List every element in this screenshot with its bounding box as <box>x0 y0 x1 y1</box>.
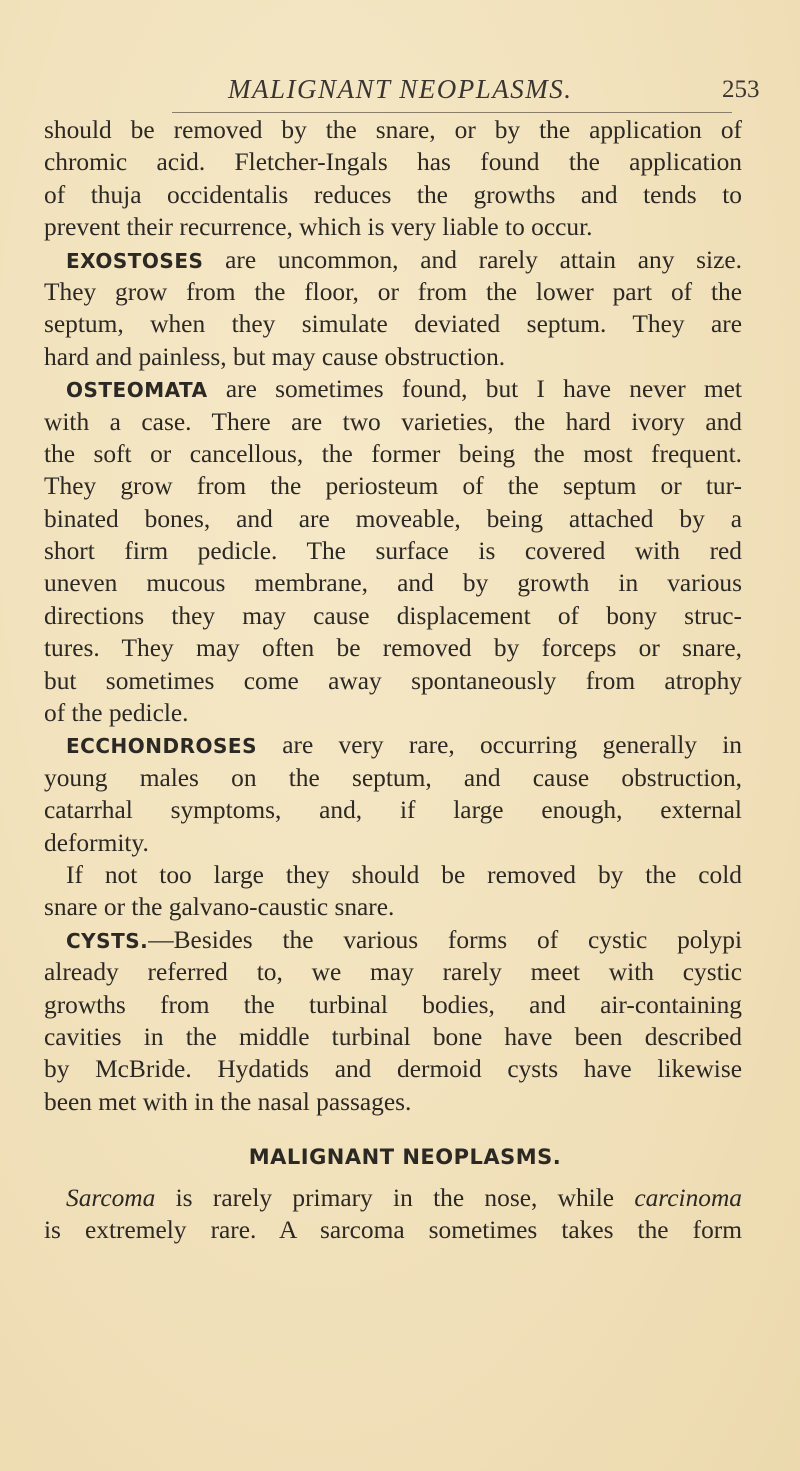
text-line: deformity. <box>44 828 149 857</box>
paragraph-ecchondroses-first-line: ECCHONDROSES are very rare, occurring generally in <box>66 731 742 760</box>
text-line: short firm pedicle. The surface is covered with red <box>44 537 742 566</box>
text-line: the soft or cancellous, the former being the most frequent. <box>44 439 742 468</box>
text-line: of the pedicle. <box>44 699 189 728</box>
section-heading: MALIGNANT NEOPLASMS. <box>248 1145 562 1170</box>
text-line: They grow from the floor, or from the lower part of the <box>44 277 742 306</box>
text-line: growths from the turbinal bodies, and air-containing <box>44 990 742 1019</box>
text-line: young males on the septum, and cause obstruction, <box>44 763 742 792</box>
text-line: They grow from the periosteum of the septum or tur- <box>44 472 742 501</box>
paragraph-osteomata-first-line: OSTEOMATA are sometimes found, but I have never met <box>66 375 742 404</box>
text-line: chromic acid. Fletcher-Ingals has found the application <box>44 148 742 177</box>
running-title: MALIGNANT NEOPLASMS. <box>228 74 573 104</box>
text-line: by McBride. Hydatids and dermoid cysts have likewise <box>44 1055 742 1084</box>
section-first-line: Sarcoma is rarely primary in the nose, while carcinoma <box>66 1183 742 1212</box>
header-rule <box>172 112 732 113</box>
running-head <box>0 74 800 114</box>
term-osteomata: OSTEOMATA <box>66 378 208 403</box>
text-line: tures. They may often be removed by forceps or snare, <box>44 634 742 663</box>
paragraph-exostoses-first-line: EXOSTOSES are uncommon, and rarely attain any size. <box>66 245 742 274</box>
term-cysts: CYSTS. <box>66 928 149 953</box>
text-line: uneven mucous membrane, and by growth in various <box>44 569 742 598</box>
text-line: with a case. There are two varieties, the hard ivory and <box>44 407 742 436</box>
text-line: is extremely rare. A sarcoma sometimes takes the form <box>44 1215 742 1244</box>
text-line: of thuja occidentalis reduces the growths and tends to <box>44 180 742 209</box>
text-line: septum, when they simulate deviated septum. They are <box>44 310 742 339</box>
text-line: catarrhal symptoms, and, if large enough, external <box>44 796 742 825</box>
term-exostoses: EXOSTOSES <box>66 248 204 273</box>
term-ecchondroses: ECCHONDROSES <box>66 734 257 759</box>
text-line: been met with in the nasal passages. <box>44 1087 412 1116</box>
term-sarcoma: Sarcoma <box>66 1183 156 1212</box>
body-text <box>44 114 742 1246</box>
text-line: should be removed by the snare, or by the application of <box>44 116 742 144</box>
text-line: binated bones, and are moveable, being attached by a <box>44 504 742 533</box>
text-line: cavities in the middle turbinal bone have been described <box>44 1022 742 1051</box>
page-number: 253 <box>722 76 760 103</box>
paragraph-cysts-first-line: CYSTS.—Besides the various forms of cystic polypi <box>66 925 742 954</box>
text-line: snare or the galvano-caustic snare. <box>44 893 395 922</box>
text-line: If not too large they should be removed by the cold <box>66 860 742 889</box>
text-line: already referred to, we may rarely meet with cystic <box>44 958 742 987</box>
text-line: hard and painless, but may cause obstruction. <box>44 342 506 371</box>
text-line: but sometimes come away spontaneously from atrophy <box>44 666 742 695</box>
text-line: prevent their recurrence, which is very liable to occur. <box>44 213 593 242</box>
term-carcinoma: carcinoma <box>634 1183 742 1212</box>
text-line: directions they may cause displacement of bony struc- <box>44 601 742 630</box>
